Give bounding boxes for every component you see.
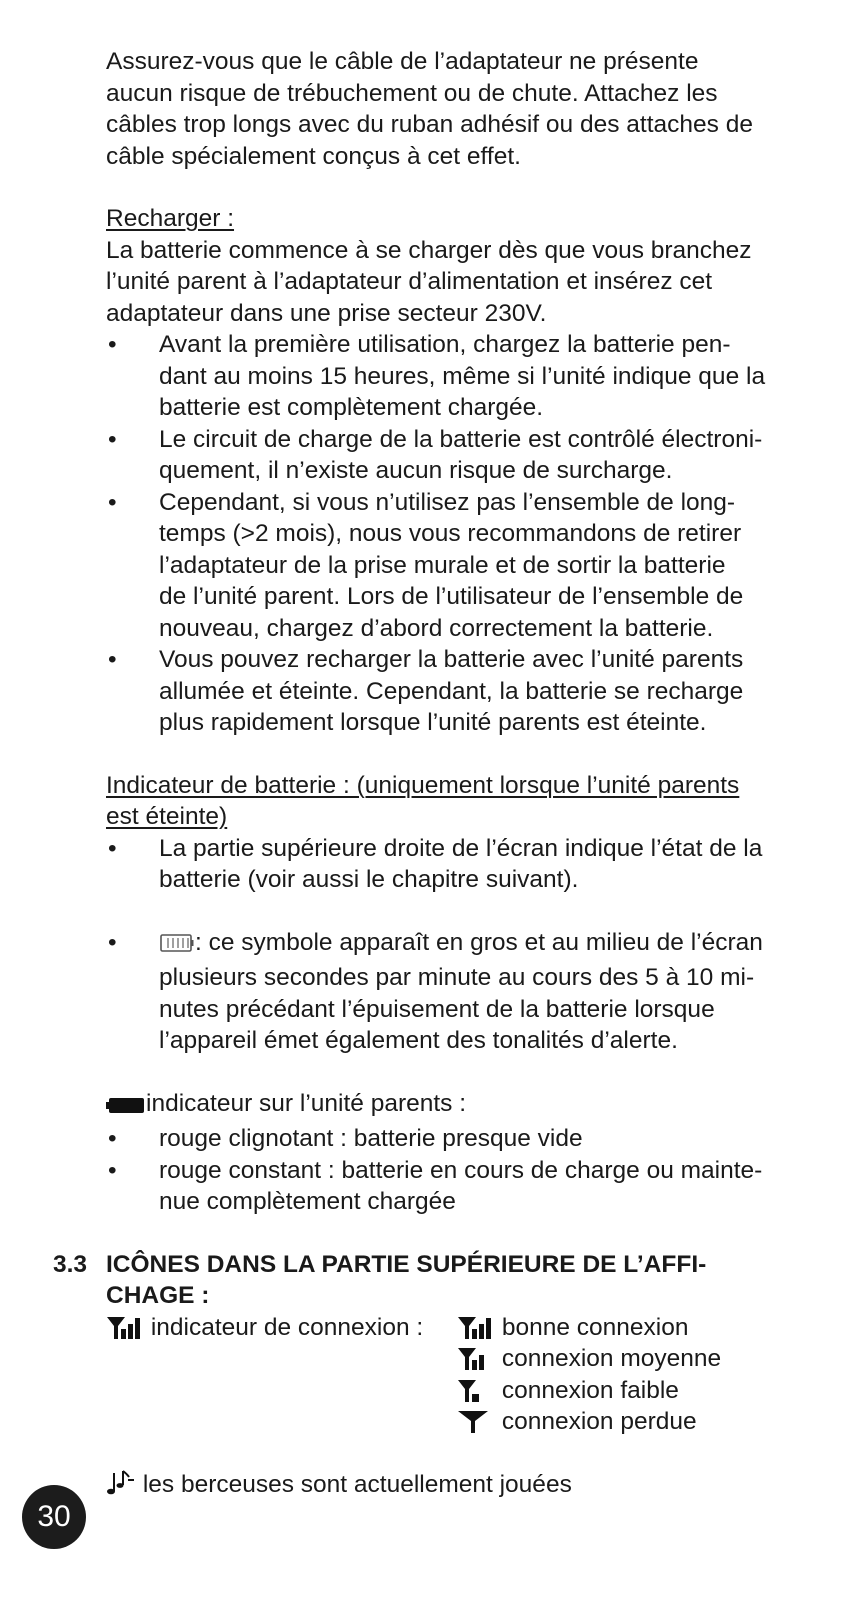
bullet-dot: • xyxy=(108,425,117,453)
bullet-dot: • xyxy=(108,1125,117,1152)
battery-indicator-bullet-1: • La partie supérieure droite de l’écran indique l’état de la batterie (voir aussi le chapitre suivant). xyxy=(108,834,763,893)
battery-indicator-bullet-2: • : ce symbole apparaît en gros et au milieu de l’écran plusieurs secondes par minute au cours des 5 à 10 mi- nutes précédant l’épuisement de la batterie lorsque l’appareil émet également des tonalités d’alerte. xyxy=(108,928,763,1054)
connexion-level-lost: connexion perdue xyxy=(457,1406,697,1442)
recharge-paragraph: La batterie commence à se charger dès que vous branchez l’unité parent à l’adaptateur d’alimentation et insérez cet adaptateur dans une prise secteur 230V. xyxy=(106,236,752,327)
section-number: 3.3 xyxy=(53,1250,88,1278)
connexion-row-2 xyxy=(0,1343,865,1375)
bullet-dot: • xyxy=(108,1156,117,1184)
led-bullet-2: • rouge constant : batterie en cours de charge ou mainte- nue complètement chargée xyxy=(108,1156,763,1215)
bullet-dot: • xyxy=(108,331,117,358)
bullet-dot: • xyxy=(108,928,117,956)
connexion-level-good: bonne connexion xyxy=(457,1312,688,1348)
connexion-level-medium: connexion moyenne xyxy=(457,1343,721,1379)
document-page xyxy=(0,46,865,1504)
section-3-3-heading: 3.3 ICÔNES DANS LA PARTIE SUPÉRIEURE DE L’AFFI- CHAGE : xyxy=(53,1250,707,1309)
led-bullet-1: • rouge clignotant : batterie presque vide xyxy=(159,1123,799,1155)
page-number-badge: 30 xyxy=(22,1485,86,1549)
intro-paragraph: Assurez-vous que le câble de l’adaptateur ne présente aucun risque de trébuchement ou de chute. Attachez les câbles trop longs avec du ruban adhésif ou des attaches de câble spécialement conçus à cet effet. xyxy=(106,48,753,170)
connexion-indicator-label: indicateur de connexion : xyxy=(106,1312,423,1348)
connexion-level-weak: connexion faible xyxy=(457,1375,679,1411)
recharge-bullet-2: • Le circuit de charge de la batterie est contrôlé électroni- quement, il n’existe aucun risque de surcharge. xyxy=(108,425,763,484)
recharge-section xyxy=(106,203,806,329)
lullaby-line: les berceuses sont actuellement jouées xyxy=(106,1469,806,1505)
connexion-row-1 xyxy=(0,1312,865,1344)
battery-indicator-heading: Indicateur de batterie : (uniquement lorsque l’unité parents est éteinte) xyxy=(106,771,740,830)
connexion-row-3 xyxy=(0,1375,865,1407)
battery-led-icon xyxy=(106,1092,146,1124)
connexion-row-4 xyxy=(0,1406,865,1438)
recharge-bullet-4: • Vous pouvez recharger la batterie avec l’unité parents allumée et éteinte. Cependant, la batterie se recharge plus rapidement lorsque l’unité parents est éteinte. xyxy=(108,646,744,736)
bullet-dot: • xyxy=(108,488,117,516)
recharge-bullet-3: • Cependant, si vous n’utilisez pas l’ensemble de long- temps (>2 mois), nous vous recommandons de retirer l’adaptateur de la prise murale et de sortir la batterie de l’unité parent. Lors de l’utilisateur de l’ensemble de nouveau, chargez d’abord correctement la batterie. xyxy=(108,488,744,642)
recharge-heading: Recharger : xyxy=(106,205,235,232)
bullet-dot: • xyxy=(108,646,117,673)
led-indicator-line: indicateur sur l’unité parents : xyxy=(106,1088,806,1124)
bullet-dot: • xyxy=(108,834,117,862)
signal-lost-icon xyxy=(457,1409,495,1442)
music-note-icon xyxy=(106,1470,136,1505)
battery-empty-icon xyxy=(159,931,195,963)
recharge-bullet-1: • Avant la première utilisation, chargez la batterie pen- dant au moins 15 heures, même si l’unité indique que la batterie est complètement chargée. xyxy=(108,331,766,421)
